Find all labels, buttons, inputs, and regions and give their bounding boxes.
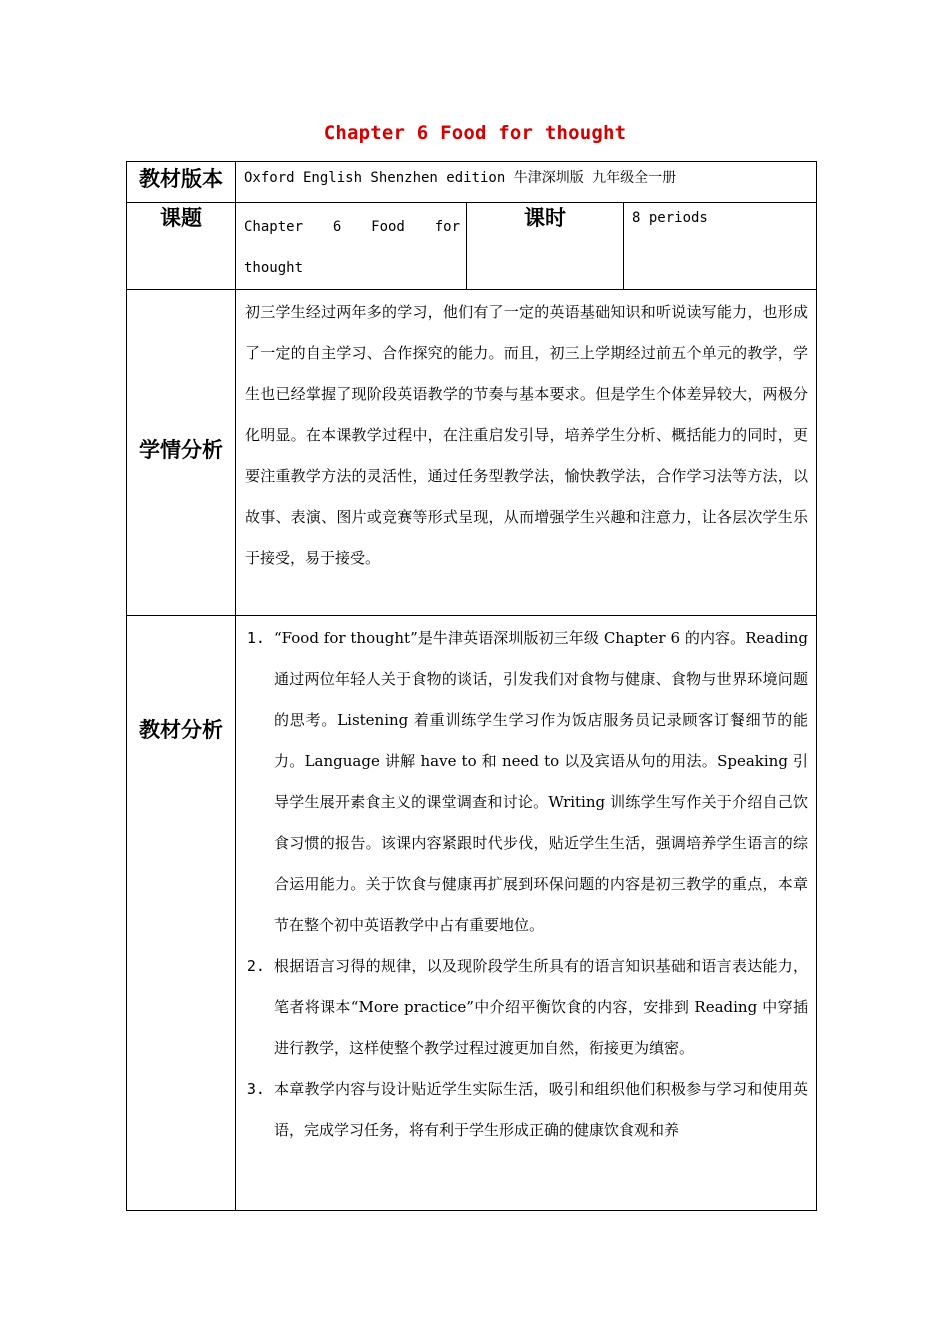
row-topic	[127, 203, 817, 290]
list-item: 1. “Food for thought”是牛津英语深圳版初三年级 Chapter 6 的内容。Reading 通过两位年轻人关于食物的谈话，引发我们对食物与健康、食物与世界环境问题的思考。Listening 着重训练学生学习作为饭店服务员记录顾客订餐细节的能力。Language 讲解 have to 和 need to 以及宾语从句的用法。Speaking 引导学生展开素食主义的课堂调查和讨论。Writing 训练学生写作关于介绍自己饮食习惯的报告。该课内容紧跟时代步伐，贴近学生生活，强调培养学生语言的综合运用能力。关于饮食与健康再扩展到环保问题的内容是初三教学的重点，本章节在整个初中英语教学中占有重要地位。	[274, 618, 808, 946]
topic-label: 课题	[127, 203, 236, 290]
edition-label: 教材版本	[127, 162, 236, 203]
material-analysis-label: 教材分析	[127, 616, 236, 1211]
list-item: 2. 根据语言习得的规律，以及现阶段学生所具有的语言知识基础和语言表达能力，笔者将课本“More practice”中介绍平衡饮食的内容，安排到 Reading 中穿插进行教学，这样使整个教学过程过渡更加自然，衔接更为缜密。	[274, 946, 808, 1069]
hours-value: 8 periods	[624, 203, 817, 290]
material-analysis-cell	[236, 616, 817, 1211]
row-edition	[127, 162, 817, 203]
row-material-analysis	[127, 616, 817, 1211]
document-title: Chapter 6 Food for thought	[323, 122, 627, 144]
student-analysis-text: 初三学生经过两年多的学习，他们有了一定的英语基础知识和听说读写能力，也形成了一定的自主学习、合作探究的能力。而且，初三上学期经过前五个单元的教学，学生也已经掌握了现阶段英语教学的节奏与基本要求。但是学生个体差异较大，两极分化明显。在本课教学过程中，在注重启发引导，培养学生分析、概括能力的同时，更要注重教学方法的灵活性，通过任务型教学法，愉快教学法，合作学习法等方法，以故事、表演、图片或竞赛等形式呈现，从而增强学生兴趣和注意力，让各层次学生乐于接受，易于接受。	[236, 290, 817, 616]
edition-value: Oxford English Shenzhen edition 牛津深圳版 九年级全一册	[236, 162, 817, 203]
student-analysis-label: 学情分析	[127, 290, 236, 616]
list-item: 3. 本章教学内容与设计贴近学生实际生活，吸引和组织他们积极参与学习和使用英语，完成学习任务，将有利于学生形成正确的健康饮食观和养	[274, 1069, 808, 1151]
hours-label: 课时	[467, 203, 624, 290]
topic-value: Chapter 6 Food for thought	[236, 203, 467, 290]
material-analysis-list	[236, 616, 816, 1151]
row-student-analysis	[127, 290, 817, 616]
lesson-plan-table	[126, 161, 817, 1211]
